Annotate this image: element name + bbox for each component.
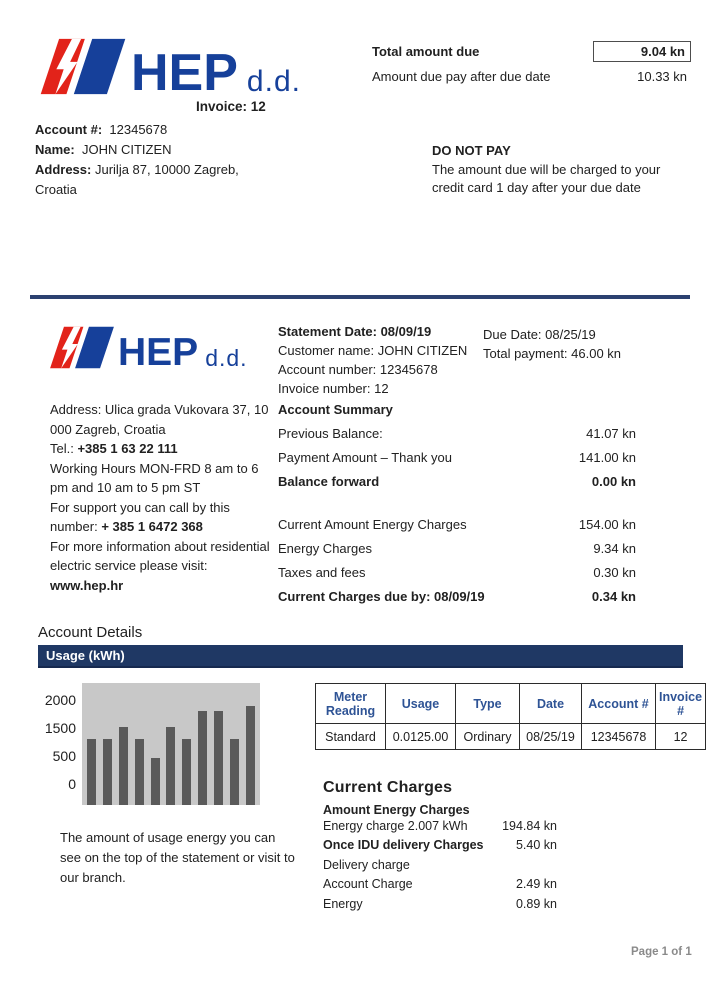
ytick: 0 — [68, 776, 76, 792]
due-info-block — [483, 325, 621, 363]
usage-bar — [87, 739, 96, 805]
do-not-pay-title: DO NOT PAY — [432, 143, 511, 158]
cell-account: 12345678 — [582, 724, 656, 750]
cell-usage: 0.0125.00 — [386, 724, 456, 750]
usage-bar — [151, 758, 160, 805]
usage-bar — [135, 739, 144, 805]
charge-row: Balance forward 0.00 kn — [278, 473, 636, 489]
ytick: 2000 — [44, 692, 76, 708]
cell-type: Ordinary — [456, 724, 520, 750]
charge-row: Energy 0.89 kn — [323, 896, 557, 911]
account-summary-title: Account Summary — [278, 402, 393, 417]
charge-row: Once IDU delivery Charges 5.40 kn — [323, 838, 557, 853]
usage-bar — [166, 727, 175, 805]
usage-bar — [214, 711, 223, 805]
charge-row: Account Charge 2.49 kn — [323, 877, 557, 892]
charge-row: Current Amount Energy Charges 154.00 kn — [278, 516, 636, 532]
col-invoice: Invoice # — [656, 684, 706, 724]
do-not-pay-text: The amount due will be charged to your credit card 1 day after your due date — [432, 162, 661, 195]
total-due-value-box: 9.04 kn — [593, 41, 691, 62]
usage-bar — [119, 727, 128, 805]
support-line: For support you can call by this number: + 385 1 6472 368 — [50, 499, 230, 534]
usage-bar — [103, 739, 112, 805]
account-number-line: Account number: 12345678 — [278, 362, 438, 377]
charge-row: Previous Balance: 41.07 kn — [278, 425, 636, 441]
hep-logo — [40, 38, 301, 103]
col-account: Account # — [582, 684, 656, 724]
account-summary-group1 — [278, 421, 636, 493]
brand-suffix: d.d. — [246, 65, 301, 98]
usage-chart-yaxis — [40, 692, 76, 792]
ytick: 1500 — [44, 720, 76, 736]
after-due-value: 10.33 kn — [637, 69, 687, 84]
charge-row: Current Charges due by: 08/09/19 0.34 kn — [278, 588, 636, 604]
invoice-number-label: Invoice: 12 — [196, 99, 266, 114]
usage-bar — [198, 711, 207, 805]
info-line: For more information about residential electric service please visit: www.hep.hr — [50, 538, 270, 593]
hep-logo-small — [50, 326, 248, 375]
cell-meter-reading: Standard — [316, 724, 386, 750]
utility-address: Address: Ulica grada Vukovara 37, 10 000 Zagreb, Croatia — [50, 402, 269, 437]
usage-bar — [246, 706, 255, 805]
col-usage: Usage — [386, 684, 456, 724]
account-summary-group2 — [278, 512, 636, 608]
cell-invoice: 12 — [656, 724, 706, 750]
website-link: www.hep.hr — [50, 577, 124, 593]
page-number: Page 1 of 1 — [631, 946, 692, 958]
usage-note: The amount of usage energy you can see on the top of the statement or visit to our branch. — [60, 830, 295, 885]
brand-suffix: d.d. — [205, 345, 248, 372]
charge-row: Energy Charges 9.34 kn — [278, 540, 636, 556]
table-row — [316, 724, 706, 750]
section-divider — [30, 295, 690, 299]
customer-name-line: Customer name: JOHN CITIZEN — [278, 343, 468, 358]
col-date: Date — [520, 684, 582, 724]
hep-lightning-icon — [50, 326, 114, 369]
charge-row: Taxes and fees 0.30 kn — [278, 564, 636, 580]
usage-banner: Usage (kWh) — [38, 645, 683, 668]
charge-row: Payment Amount – Thank you 141.00 kn — [278, 449, 636, 465]
charge-row: Delivery charge — [323, 857, 410, 872]
charge-row: Energy charge 2.007 kWh 194.84 kn — [323, 818, 557, 833]
col-type: Type — [456, 684, 520, 724]
utility-contact-block — [50, 400, 278, 595]
customer-account-block — [35, 120, 247, 200]
brand-name: HEP — [131, 44, 238, 103]
amount-energy-charges-subtitle: Amount Energy Charges — [323, 803, 470, 817]
statement-date-line: Statement Date: 08/09/19 — [278, 324, 432, 339]
usage-bar-chart — [82, 683, 260, 805]
col-meter-reading: Meter Reading — [316, 684, 386, 724]
brand-name: HEP — [118, 331, 199, 375]
ytick: 500 — [52, 748, 76, 764]
customer-address-line: Address: Jurilja 87, 10000 Zagreb, Croatia — [35, 162, 239, 197]
usage-bar — [230, 739, 239, 805]
total-payment-line: Total payment: 46.00 kn — [483, 346, 622, 361]
utility-phone: Tel.: +385 1 63 22 111 — [50, 441, 178, 456]
due-date-line: Due Date: 08/25/19 — [483, 327, 596, 342]
usage-bar — [182, 739, 191, 805]
total-due-label: Total amount due — [372, 44, 480, 59]
after-due-label: Amount due pay after due date — [372, 69, 551, 84]
current-charges-title: Current Charges — [323, 779, 453, 796]
account-number-line: Account #: 12345678 — [35, 122, 168, 137]
customer-name-line: Name: JOHN CITIZEN — [35, 142, 172, 157]
statement-info-block — [278, 322, 467, 398]
working-hours: Working Hours MON-FRD 8 am to 6 pm and 10 am to 5 pm ST — [50, 460, 259, 495]
current-charges-rows — [323, 816, 557, 914]
account-details-title: Account Details — [38, 624, 143, 641]
cell-date: 08/25/19 — [520, 724, 582, 750]
invoice-number-line: Invoice number: 12 — [278, 381, 389, 396]
do-not-pay-block — [432, 143, 694, 197]
hep-lightning-icon — [40, 38, 126, 95]
meter-reading-table — [315, 683, 706, 750]
table-header-row — [316, 684, 706, 724]
